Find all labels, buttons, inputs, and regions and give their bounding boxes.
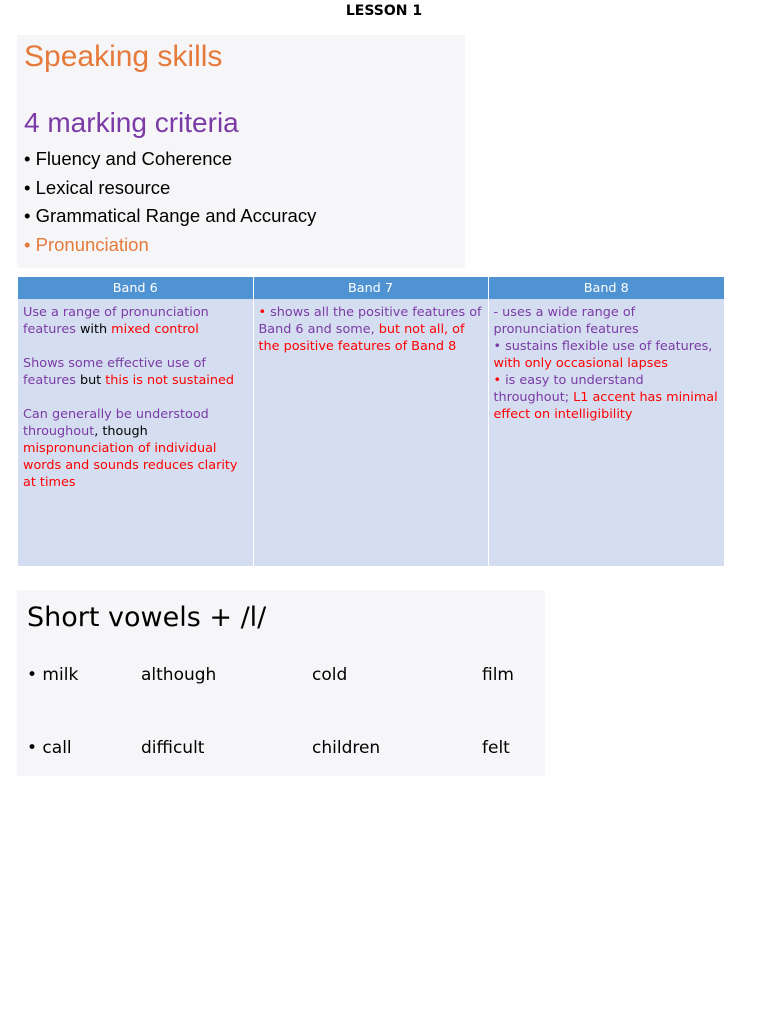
criteria-item: • Fluency and Coherence xyxy=(24,148,233,169)
descriptor-text: • sustains flexible use of features, xyxy=(493,339,713,354)
criteria-item: • Lexical resource xyxy=(24,176,171,198)
slide-subtitle: 4 marking criteria xyxy=(24,107,239,138)
descriptor-text: Shows some effective use of features xyxy=(23,356,206,388)
band-6-descriptor xyxy=(23,406,249,491)
bullet: • xyxy=(258,305,271,320)
lesson-heading: LESSON 1 xyxy=(345,3,423,19)
word: difficult xyxy=(141,738,205,758)
word: although xyxy=(141,665,217,685)
descriptor-text: , though xyxy=(94,424,148,439)
descriptor-text: Use a range of pronunciation features xyxy=(23,305,209,337)
band-8-cell xyxy=(488,299,724,566)
column-header-band-6: Band 6 xyxy=(18,277,253,299)
descriptor-text: Can generally be understood throughout xyxy=(23,407,209,439)
table-row xyxy=(18,299,724,566)
slide-title: Short vowels + /l/ xyxy=(27,602,267,633)
descriptor-text: - uses a wide range of pronunciation features xyxy=(493,305,639,337)
table-header-row xyxy=(18,277,724,299)
descriptor-highlight: this is not sustained xyxy=(105,373,234,388)
column-header-band-8: Band 8 xyxy=(488,277,724,299)
word: children xyxy=(312,738,381,758)
descriptor-text: but xyxy=(75,373,106,388)
band-descriptor-table xyxy=(18,277,724,566)
criteria-item: • Grammatical Range and Accuracy xyxy=(24,205,317,226)
band-6-descriptor xyxy=(23,304,249,338)
descriptor-highlight: mixed control xyxy=(111,322,199,337)
word: felt xyxy=(482,738,510,758)
descriptor-text: shows all the positive features of Band 6 and some, xyxy=(258,305,482,337)
descriptor-text: with xyxy=(75,322,112,337)
descriptor-highlight: with only occasional lapses xyxy=(493,356,668,371)
band-6-cell xyxy=(18,299,253,566)
descriptor-highlight: mispronunciation of individual words and sounds reduces clarity at times xyxy=(23,441,238,490)
band-7-cell xyxy=(253,299,488,566)
word: • call xyxy=(27,738,72,758)
word: cold xyxy=(312,665,348,685)
criteria-item-highlighted: • Pronunciation xyxy=(24,233,149,255)
speaking-skills-slide xyxy=(17,35,465,268)
column-header-band-7: Band 7 xyxy=(253,277,488,299)
bullet: • xyxy=(493,373,506,388)
descriptor-text: is easy to understand throughout; xyxy=(493,373,644,405)
short-vowels-slide xyxy=(17,590,545,776)
word: • milk xyxy=(27,665,79,685)
slide-title: Speaking skills xyxy=(24,40,223,73)
descriptor-highlight: L1 accent has minimal effect on intelligibility xyxy=(493,390,718,422)
criteria-list xyxy=(24,147,316,261)
descriptor-highlight: but not all, of the positive features of Band 8 xyxy=(258,322,465,354)
word: film xyxy=(482,665,514,685)
band-6-descriptor xyxy=(23,355,249,389)
